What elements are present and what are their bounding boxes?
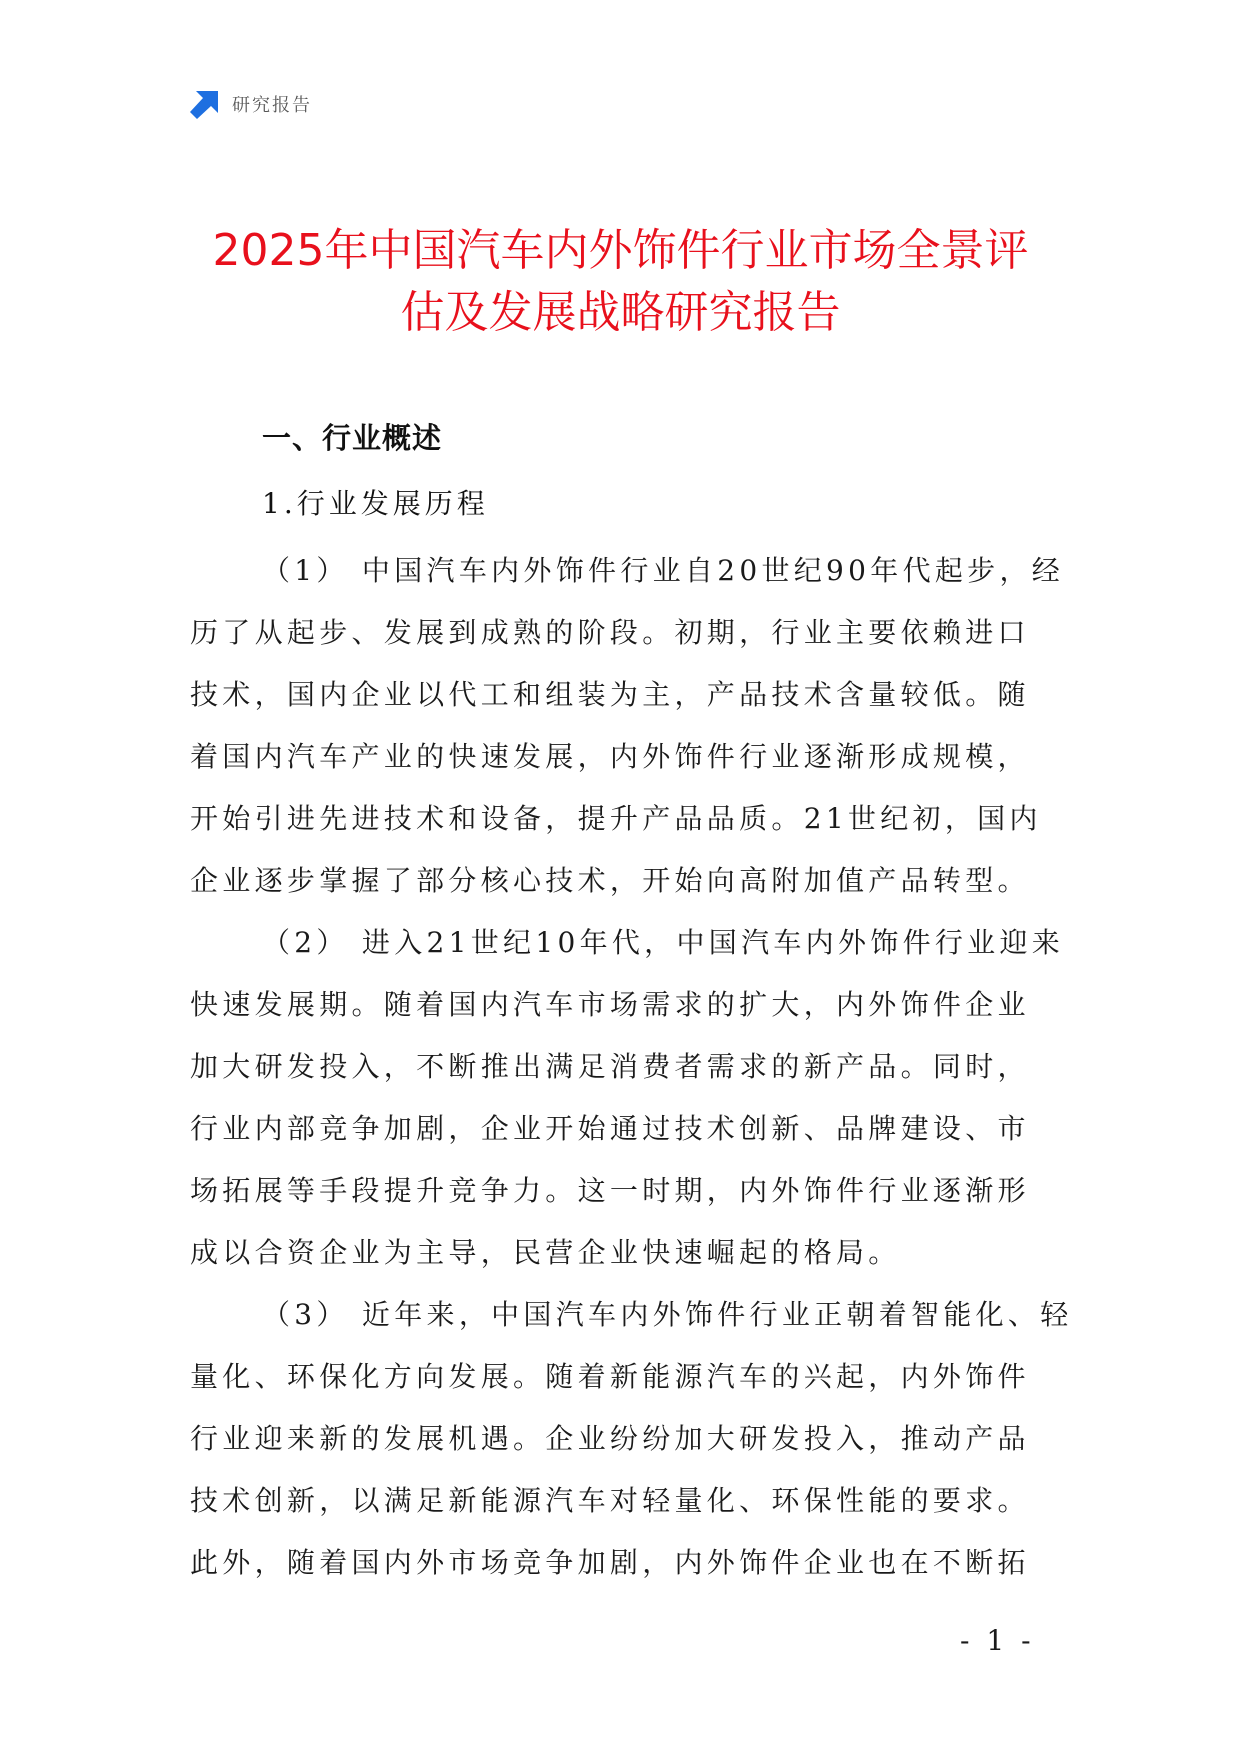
text-line: 行业内部竞争加剧，企业开始通过技术创新、品牌建设、市 <box>190 1112 1030 1145</box>
report-header <box>190 86 312 122</box>
sub-heading: 1.行业发展历程 <box>262 487 489 520</box>
text-line: 快速发展期。随着国内汽车市场需求的扩大，内外饰件企业 <box>190 988 1030 1021</box>
text-line: 行业迎来新的发展机遇。企业纷纷加大研发投入，推动产品 <box>190 1422 1030 1455</box>
paragraph-2 <box>190 912 1065 1284</box>
arrow-up-right-icon <box>190 89 220 119</box>
text-line: （2） 进入21世纪10年代，中国汽车内外饰件行业迎来 <box>262 926 1065 959</box>
document-title <box>150 220 1091 344</box>
text-line: 开始引进先进技术和设备，提升产品品质。21世纪初，国内 <box>190 802 1042 835</box>
page-number: - 1 - <box>960 1624 1035 1657</box>
text-line: 技术，国内企业以代工和组装为主，产品技术含量较低。随 <box>190 678 1030 711</box>
text-line: 着国内汽车产业的快速发展，内外饰件行业逐渐形成规模， <box>190 740 1030 773</box>
header-label: 研究报告 <box>232 95 312 116</box>
text-line: 场拓展等手段提升竞争力。这一时期，内外饰件行业逐渐形 <box>190 1174 1030 1207</box>
paragraph-3 <box>190 1284 1073 1594</box>
text-line: 技术创新，以满足新能源汽车对轻量化、环保性能的要求。 <box>190 1484 1030 1517</box>
text-line: 此外，随着国内外市场竞争加剧，内外饰件企业也在不断拓 <box>190 1546 1030 1579</box>
text-line: 历了从起步、发展到成熟的阶段。初期，行业主要依赖进口 <box>190 616 1030 649</box>
title-line-1: 2025年中国汽车内外饰件行业市场全景评 <box>212 225 1029 276</box>
body-text <box>190 540 1073 1594</box>
text-line: 量化、环保化方向发展。随着新能源汽车的兴起，内外饰件 <box>190 1360 1030 1393</box>
text-line: （1） 中国汽车内外饰件行业自20世纪90年代起步，经 <box>262 554 1065 587</box>
text-line: （3） 近年来，中国汽车内外饰件行业正朝着智能化、轻 <box>262 1298 1073 1331</box>
text-line: 加大研发投入，不断推出满足消费者需求的新产品。同时， <box>190 1050 1030 1083</box>
title-line-2: 估及发展战略研究报告 <box>400 287 841 338</box>
section-heading: 一、行业概述 <box>262 421 443 455</box>
text-line: 企业逐步掌握了部分核心技术，开始向高附加值产品转型。 <box>190 864 1030 897</box>
paragraph-1 <box>190 540 1065 912</box>
text-line: 成以合资企业为主导，民营企业快速崛起的格局。 <box>190 1236 901 1269</box>
